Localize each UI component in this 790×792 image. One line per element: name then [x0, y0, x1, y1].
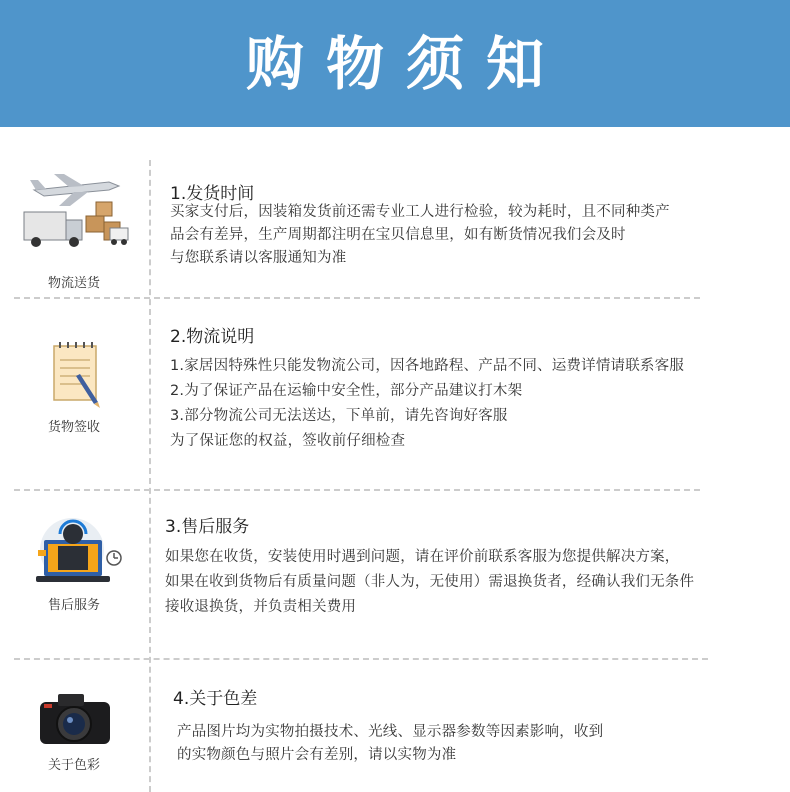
section-divider	[14, 658, 708, 660]
header-banner	[0, 0, 790, 127]
section-text-line: 与您联系请以客服通知为准	[170, 250, 347, 266]
section-text-line: 如果您在收货，安装使用时遇到问题，请在评价前联系客服为您提供解决方案，	[165, 549, 680, 565]
vertical-divider	[149, 160, 151, 792]
section-text-line: 如果在收到货物后有质量问题（非人为，无使用）需退换货者，经确认我们无条件	[165, 574, 695, 590]
section-title: 3.售后服务	[165, 517, 250, 537]
page-title: 购物须知	[245, 30, 566, 98]
section-text-line: 的实物颜色与照片会有差别，请以实物为准	[177, 747, 457, 763]
section-icon-block	[14, 340, 134, 440]
icon-label: 物流送货	[47, 276, 100, 291]
section-text-line: 品会有差异，生产周期都注明在宝贝信息里，如有断货情况我们会及时	[170, 227, 626, 243]
section-text-line: 产品图片均为实物拍摄技术、光线、显示器参数等因素影响，收到	[177, 724, 604, 740]
section-icon-block	[14, 172, 134, 292]
airplane-truck-icon	[14, 172, 134, 262]
icon-label: 关于色彩	[47, 758, 100, 773]
section-text-line: 3.部分物流公司无法送达，下单前，请先咨询好客服	[170, 408, 508, 424]
icon-label: 货物签收	[47, 420, 100, 435]
clipboard-pen-icon	[14, 340, 134, 410]
section-title: 2.物流说明	[170, 327, 255, 347]
section-divider	[14, 297, 700, 299]
section-text-line: 2.为了保证产品在运输中安全性，部分产品建议打木架	[170, 383, 523, 399]
section-text-line: 1.家居因特殊性只能发物流公司，因各地路程、产品不同、运费详情请联系客服	[170, 358, 685, 374]
section-title: 1.发货时间	[170, 184, 255, 204]
section-icon-block	[14, 518, 134, 618]
section-title: 4.关于色差	[173, 689, 258, 709]
section-text-line: 接收退换货，并负责相关费用	[165, 599, 357, 615]
section-text-line: 买家支付后，因装箱发货前还需专业工人进行检验，较为耗时，且不同种类产	[170, 204, 670, 220]
camera-icon	[14, 688, 134, 748]
icon-label: 售后服务	[47, 598, 100, 613]
customer-service-laptop-icon	[14, 518, 134, 588]
section-divider	[14, 489, 700, 491]
section-icon-block	[14, 688, 134, 788]
section-text-line: 为了保证您的权益，签收前仔细检查	[170, 433, 406, 449]
